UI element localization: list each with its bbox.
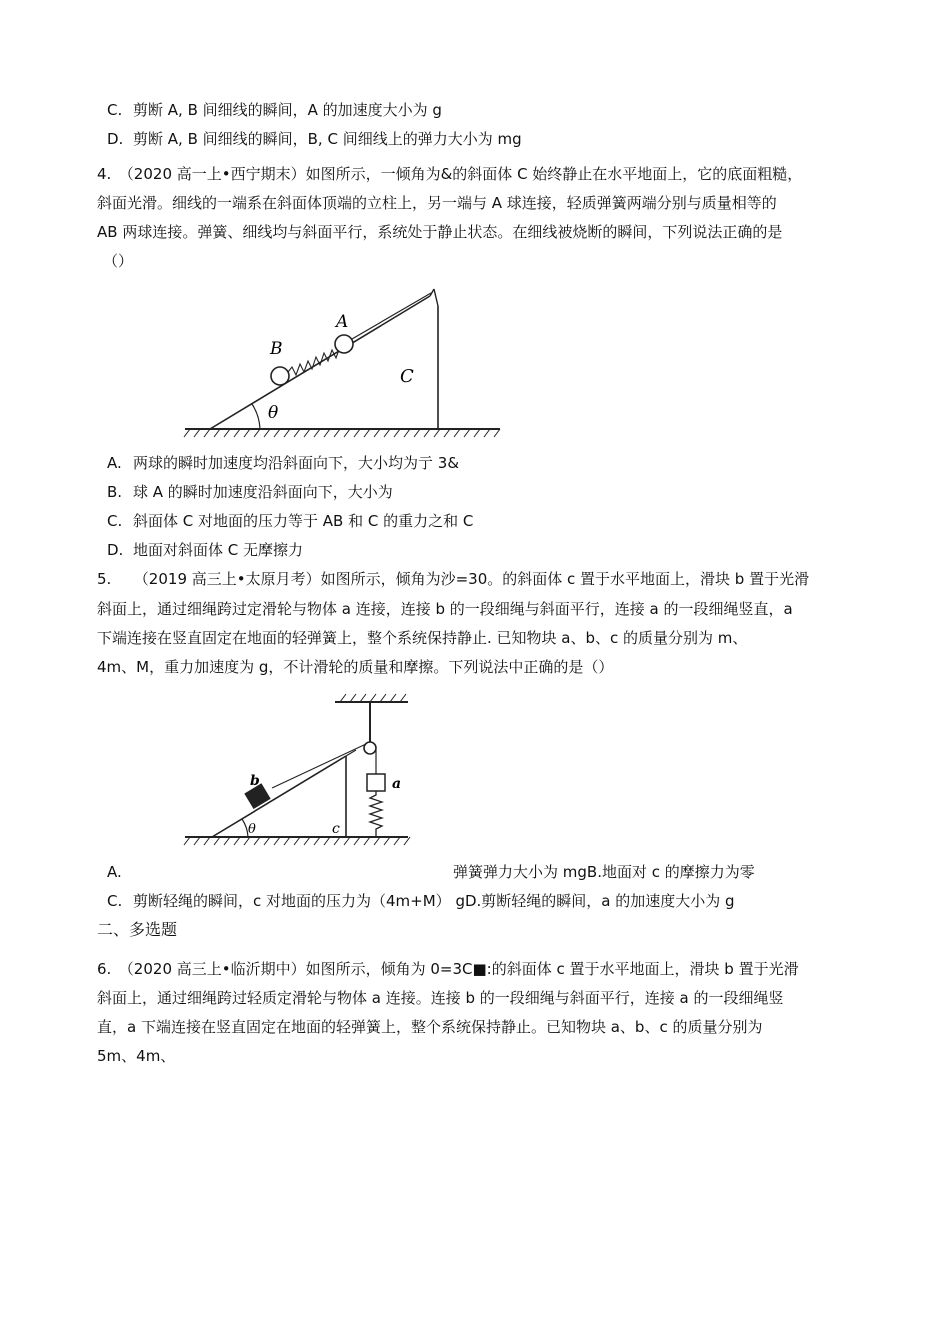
- label-b: B: [270, 339, 283, 359]
- option-text: 斜面体 C 对地面的压力等于 AB 和 C 的重力之和 C: [133, 512, 474, 530]
- q5-option-a-b-text: 弹簧弹力大小为 mgB.地面对 c 的摩擦力为零: [453, 863, 755, 881]
- option-text: 球 A 的瞬时加速度沿斜面向下，大小为: [133, 483, 393, 501]
- spring: [288, 347, 340, 375]
- option-letter: B.: [107, 483, 123, 501]
- label-a: A: [336, 312, 349, 332]
- option-text: 剪断 A, B 间细线的瞬间，B, C 间细线上的弹力大小为 mg: [133, 130, 522, 148]
- option-letter: A.: [107, 454, 122, 472]
- q4-stem-line-4: （）: [103, 252, 134, 270]
- ball-b: [271, 367, 289, 385]
- section-title: 二、多选题: [97, 920, 178, 939]
- label-theta: θ: [248, 822, 256, 837]
- label-c: C: [400, 366, 414, 387]
- option-text: 地面对斜面体 C 无摩擦力: [133, 541, 304, 559]
- incline-surface: [210, 296, 430, 429]
- label-c: c: [332, 821, 340, 837]
- q5-stem-line-3: 下端连接在竖直固定在地面的轻弹簧上，整个系统保持静止. 已知物块 a、b、c 的质量分别为 m、: [97, 629, 748, 647]
- ball-a: [335, 335, 353, 353]
- q5-pulley-figure: [180, 692, 415, 852]
- q3-option-c: [107, 100, 442, 120]
- option-text: 剪断 A, B 间细线的瞬间，A 的加速度大小为 g: [133, 101, 442, 119]
- q6-stem-line-3: 直，a 下端连接在竖直固定在地面的轻弹簧上，整个系统保持静止。已知物块 a、b、c 的质量分别为: [97, 1018, 763, 1036]
- q4-incline-figure: [180, 284, 505, 444]
- option-letter: C.: [107, 512, 123, 530]
- label-a: a: [392, 776, 402, 792]
- q6-stem-line-1: 6. （2020 高三上•临沂期中）如图所示，倾角为 0=3C■:的斜面体 c 置于水平地面上，滑块 b 置于光滑: [97, 960, 799, 978]
- q4-stem-line-2: 斜面光滑。细线的一端系在斜面体顶端的立柱上，另一端与 A 球连接，轻质弹簧两端分别与质量相等的: [97, 194, 777, 212]
- q5-option-a-letter: A.: [107, 863, 122, 881]
- option-letter: D.: [107, 130, 124, 148]
- q5-option-c-d: [107, 891, 735, 911]
- option-text: 两球的瞬时加速度均沿斜面向下，大小均为亍 3&: [133, 454, 460, 472]
- option-letter: C.: [107, 101, 123, 119]
- q5-stem-line-4: 4m、M，重力加速度为 g，不计滑轮的质量和摩擦。下列说法中正确的是（）: [97, 658, 614, 676]
- q4-stem-line-3: AB 两球连接。弹簧、细线均与斜面平行，系统处于静止状态。在细线被烧断的瞬间，下列说法正确的是: [97, 223, 783, 241]
- q4-option-b: [107, 482, 393, 502]
- q6-stem-line-4: 5m、4m、: [97, 1047, 176, 1065]
- spring: [370, 791, 382, 837]
- q4-option-a: [107, 453, 459, 473]
- option-text: 剪断轻绳的瞬间，c 对地面的压力为（4m+M） gD.剪断轻绳的瞬间，a 的加速度大小为 g: [133, 892, 735, 910]
- incline-surface: [212, 756, 346, 837]
- q4-option-c: [107, 511, 473, 531]
- option-letter: D.: [107, 541, 124, 559]
- q5-stem-line-2: 斜面上，通过细绳跨过定滑轮与物体 a 连接，连接 b 的一段细绳与斜面平行，连接 a 的一段细绳竖直，a: [97, 600, 793, 618]
- q5-stem-line-1: 5. （2019 高三上•太原月考）如图所示，倾角为沙=30。的斜面体 c 置于水平地面上，滑块 b 置于光滑: [97, 570, 810, 588]
- q4-stem-line-1: 4. （2020 高一上•西宁期末）如图所示，一倾角为&的斜面体 C 始终静止在水平地面上，它的底面粗糙，: [97, 165, 803, 183]
- q3-option-d: [107, 129, 522, 149]
- label-b: b: [250, 773, 260, 789]
- q4-option-d: [107, 540, 303, 560]
- block-a: [367, 774, 385, 791]
- option-letter: C.: [107, 892, 123, 910]
- q6-stem-line-2: 斜面上，通过细绳跨过轻质定滑轮与物体 a 连接。连接 b 的一段细绳与斜面平行，连接 a 的一段细绳竖: [97, 989, 784, 1007]
- label-theta: θ: [268, 403, 279, 423]
